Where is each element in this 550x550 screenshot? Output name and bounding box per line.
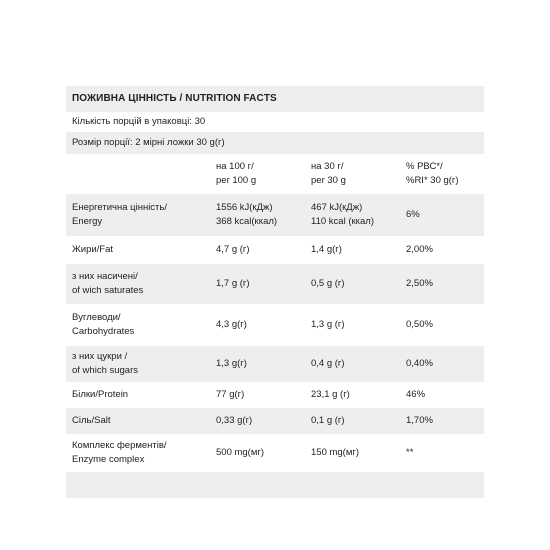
- nutrient-name-line2: Carbohydrates: [72, 326, 135, 337]
- rdi-value: **: [406, 447, 414, 458]
- header-per-30: [311, 160, 406, 188]
- nutrient-name-line2: of which sugars: [72, 365, 139, 376]
- nutrient-name-line2: Energy: [72, 216, 103, 227]
- per-100-value: [216, 201, 311, 229]
- per-100-value: 4,3 g(г): [216, 319, 247, 330]
- table-row-salt: [66, 408, 484, 434]
- table-row-sugars: [66, 346, 484, 382]
- table-row-saturates: [66, 264, 484, 304]
- header-per-30-line1: на 30 г/: [311, 161, 344, 172]
- per-30-value: 1,4 g(г): [311, 244, 342, 255]
- per-30-value-line2: 110 kcal (ккал): [311, 216, 374, 227]
- per-100-value-line2: 368 kcal(ккал): [216, 216, 278, 227]
- per-30-value: 150 mg(мг): [311, 447, 360, 458]
- table-footer-band: [66, 472, 484, 498]
- nutrient-name: [66, 311, 216, 339]
- serving-size-row: [66, 132, 484, 154]
- per-100-value: 1,3 g(г): [216, 358, 247, 369]
- nutrient-name: [66, 270, 216, 298]
- header-per-30-line2: per 30 g: [311, 175, 346, 186]
- servings-row: [66, 112, 484, 132]
- table-title: ПОЖИВНА ЦІННІСТЬ / NUTRITION FACTS: [72, 93, 277, 104]
- servings-per-container: Кількість порцій в упаковці: 30: [72, 116, 206, 127]
- table-row-enzyme-complex: [66, 434, 484, 472]
- table-row-energy: [66, 194, 484, 236]
- table-row-protein: [66, 382, 484, 408]
- per-30-value: 0,5 g (г): [311, 278, 345, 289]
- nutrient-name-line1: Комплекс ферментів/: [72, 440, 167, 451]
- rdi-value: 2,50%: [406, 278, 433, 289]
- per-30-value: 0,4 g (г): [311, 358, 345, 369]
- nutrient-name: Жири/Fat: [72, 244, 114, 255]
- per-30-value: 23,1 g (г): [311, 389, 350, 400]
- nutrient-name-line1: з них цукри /: [72, 351, 128, 362]
- header-per-100-line2: per 100 g: [216, 175, 257, 186]
- nutrient-name: [66, 201, 216, 229]
- nutrition-facts-table: [66, 86, 484, 498]
- table-title-row: [66, 86, 484, 112]
- per-30-value: [311, 201, 406, 229]
- nutrient-name-line1: Енергетична цінність/: [72, 202, 167, 213]
- header-rdi-line1: % РВС*/: [406, 161, 443, 172]
- header-rdi: [406, 160, 484, 188]
- per-30-value-line1: 467 kJ(кДж): [311, 202, 363, 213]
- nutrient-name: [66, 350, 216, 378]
- nutrient-name-line2: of wich saturates: [72, 285, 144, 296]
- per-100-value: 77 g(г): [216, 389, 245, 400]
- table-row-fat: [66, 236, 484, 264]
- nutrient-name: [66, 439, 216, 467]
- per-30-value: 0,1 g (г): [311, 415, 345, 426]
- rdi-value: 0,50%: [406, 319, 433, 330]
- nutrient-name-line1: Вуглеводи/: [72, 312, 121, 323]
- nutrient-name: Білки/Protein: [72, 389, 129, 400]
- rdi-value: 1,70%: [406, 415, 433, 426]
- per-100-value: 1,7 g (г): [216, 278, 250, 289]
- rdi-value: 46%: [406, 389, 426, 400]
- table-row-carbohydrates: [66, 304, 484, 346]
- per-100-value-line1: 1556 kJ(кДж): [216, 202, 273, 213]
- rdi-value: 2,00%: [406, 244, 433, 255]
- rdi-value: 6%: [406, 209, 420, 220]
- nutrient-name: Сіль/Salt: [72, 415, 111, 426]
- per-100-value: 0,33 g(г): [216, 415, 253, 426]
- header-per-100: [216, 160, 311, 188]
- rdi-value: 0,40%: [406, 358, 433, 369]
- column-header-row: [66, 154, 484, 194]
- nutrient-name-line2: Enzyme complex: [72, 454, 145, 465]
- serving-size: Розмір порції: 2 мірні ложки 30 g(г): [72, 137, 225, 148]
- per-100-value: 500 mg(мг): [216, 447, 265, 458]
- header-rdi-line2: %RI* 30 g(г): [406, 175, 459, 186]
- nutrient-name-line1: з них насичені/: [72, 271, 138, 282]
- per-30-value: 1,3 g (г): [311, 319, 345, 330]
- header-per-100-line1: на 100 г/: [216, 161, 254, 172]
- per-100-value: 4,7 g (г): [216, 244, 250, 255]
